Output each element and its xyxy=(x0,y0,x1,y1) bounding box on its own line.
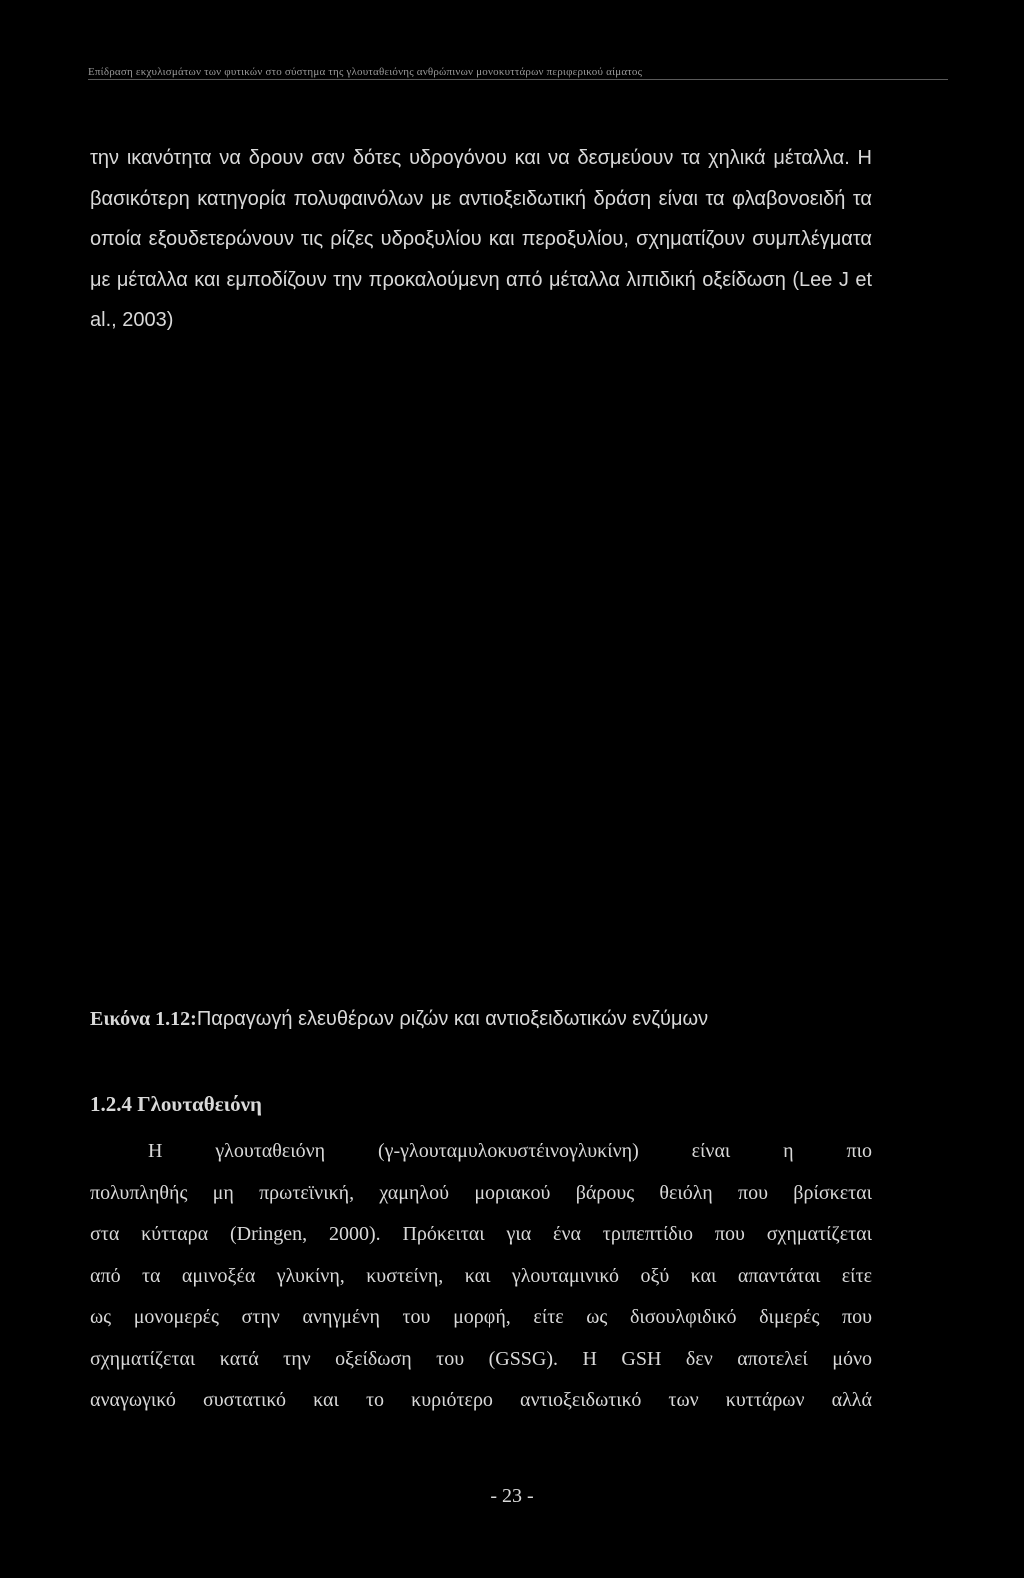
page-number: - 23 - xyxy=(490,1485,534,1507)
paragraph-line: ως μονομερές στην ανηγμένη του μορφή, είτε ως δισουλφιδικό διμερές που xyxy=(90,1306,872,1328)
paragraph-line: αναγωγικό συστατικό και το κυριότερο αντιοξειδωτικό των κυττάρων αλλά xyxy=(90,1389,872,1411)
figure-caption-label: Εικόνα 1.12: xyxy=(90,1008,197,1030)
body-paragraph-top: την ικανότητα να δρουν σαν δότες υδρογόνου και να δεσμεύουν τα χηλικά μέταλλα. Η βασικότερη κατηγορία πολυφαινόλων με αντιοξειδωτική δράση είναι τα φλαβονοειδή τα οποία εξουδετερώνουν τις ρίζες υδροξυλίου και περοξυλίου, σχηματίζουν συμπλέγματα με μέταλλα και εμποδίζουν την προκαλούμενη από μέταλλα λιπιδική οξείδωση (Lee J et al., 2003) xyxy=(90,147,872,332)
section-heading: 1.2.4 Γλουταθειόνη xyxy=(90,1092,262,1116)
paragraph-line: Η γλουταθειόνη (γ-γλουταμυλοκυστέινογλυκίνη) είναι η πιο xyxy=(148,1140,872,1162)
figure-caption xyxy=(90,1005,890,1033)
paragraph-line: στα κύτταρα (Dringen, 2000). Πρόκειται για ένα τριπεπτίδιο που σχηματίζεται xyxy=(90,1223,872,1245)
paragraph-line: από τα αμινοξέα γλυκίνη, κυστείνη, και γλουταμινικό οξύ και απαντάται είτε xyxy=(90,1264,872,1287)
body-paragraph-glutathione xyxy=(90,1131,872,1422)
paragraph-line: σχηματίζεται κατά την οξείδωση του (GSSG). Η GSH δεν αποτελεί μόνο xyxy=(90,1347,872,1370)
figure-caption-text: Παραγωγή ελευθέρων ριζών και αντιοξειδωτικών ενζύμων xyxy=(196,1008,709,1030)
paragraph-line: πολυπληθής μη πρωτεϊνική, χαμηλού μοριακού βάρους θειόλη που βρίσκεται xyxy=(90,1181,872,1204)
running-header: Επίδραση εκχυλισμάτων των φυτικών στο σύστημα της γλουταθειόνης ανθρώπινων μονοκυττάρων περιφερικού αίματος xyxy=(88,66,948,80)
figure-image-area xyxy=(90,360,872,980)
